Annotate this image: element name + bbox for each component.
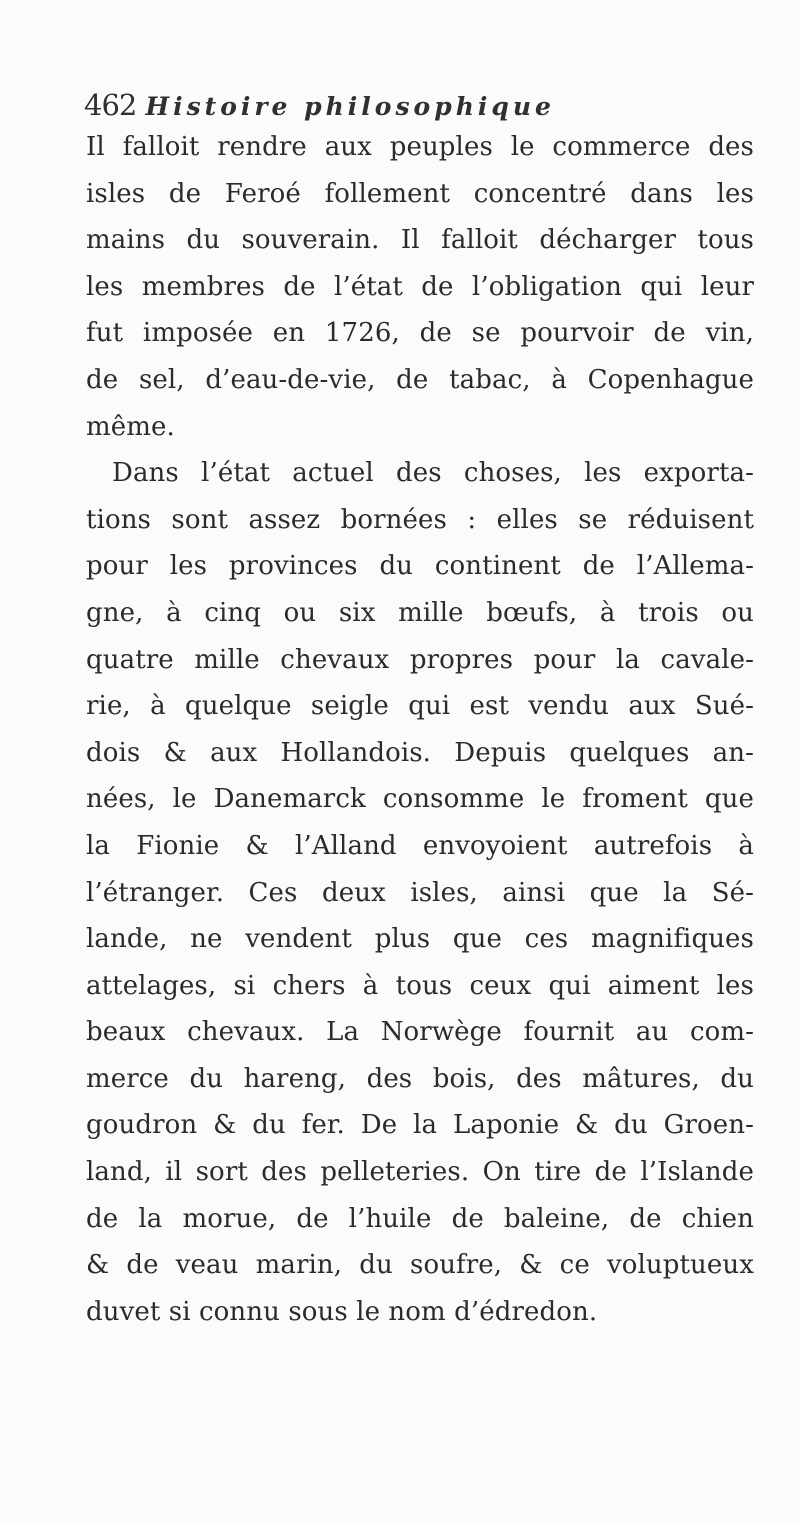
text-line: gne, à cinq ou six mille bœufs, à trois ou <box>86 597 754 628</box>
text-line: rie, à quelque seigle qui est vendu aux Sué- <box>86 691 754 722</box>
text-line: dois & aux Hollandois. Depuis quelques an- <box>86 737 754 768</box>
text-line: attelages, si chers à tous ceux qui aiment les <box>86 970 754 1001</box>
text-line: isles de Feroé follement concentré dans les <box>86 178 754 209</box>
text-line: duvet si connu sous le nom d’édredon. <box>86 1296 598 1327</box>
body-text <box>86 124 754 1335</box>
text-line: Il falloit rendre aux peuples le commerce des <box>86 132 754 162</box>
text-line: mains du souverain. Il falloit décharger tous <box>86 225 754 256</box>
text-line: les membres de l’état de l’obligation qui leur <box>86 271 754 302</box>
running-title: Histoire philosophique <box>145 92 555 121</box>
text-line: même. <box>86 411 175 442</box>
text-line: merce du hareng, des bois, des mâtures, du <box>86 1063 754 1094</box>
text-line: pour les provinces du continent de l’Allema- <box>86 551 754 582</box>
text-line: beaux chevaux. La Norwège fournit au com- <box>86 1017 754 1048</box>
text-line: goudron & du fer. De la Laponie & du Groen- <box>86 1110 754 1141</box>
text-line: la Fionie & l’Alland envoyoient autrefois à <box>86 830 754 861</box>
text-line: lande, ne vendent plus que ces magnifiques <box>86 924 754 955</box>
text-line: l’étranger. Ces deux isles, ainsi que la Sé- <box>86 877 754 908</box>
text-line: & de veau marin, du soufre, & ce voluptueux <box>86 1250 754 1281</box>
text-line: de la morue, de l’huile de baleine, de chien <box>86 1203 754 1234</box>
text-line: de sel, d’eau-de-vie, de tabac, à Copenhague <box>86 364 754 395</box>
page-number: 462 <box>84 88 137 122</box>
text-line: fut imposée en 1726, de se pourvoir de vin, <box>86 318 754 349</box>
text-line: nées, le Danemarck consomme le froment que <box>86 784 754 815</box>
paragraph-start-line: Dans l’état actuel des choses, les exporta- <box>112 458 754 489</box>
text-line: land, il sort des pelleteries. On tire de l’Islande <box>86 1157 754 1188</box>
text-line: quatre mille chevaux propres pour la cavale- <box>86 644 754 675</box>
text-line: tions sont assez bornées : elles se réduisent <box>86 504 754 535</box>
